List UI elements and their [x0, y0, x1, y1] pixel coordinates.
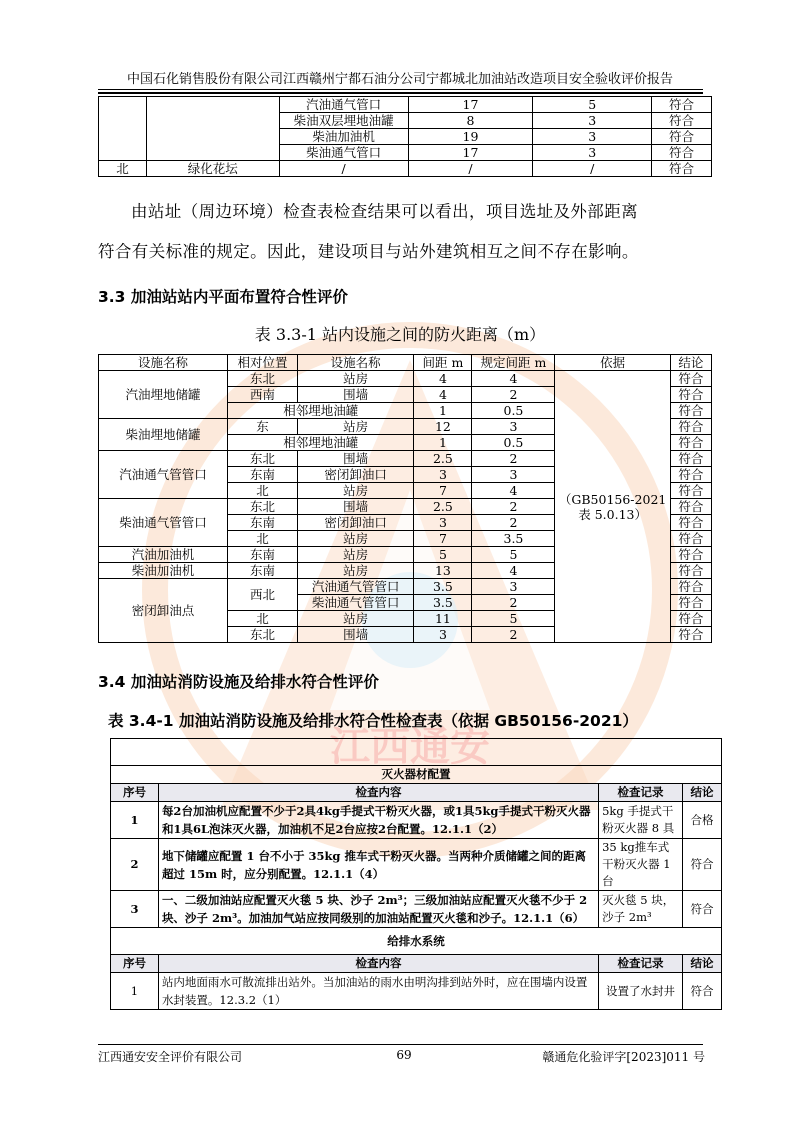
table-cell: 符合 — [670, 387, 711, 403]
table-header-row — [111, 784, 722, 802]
table-cell: 符合 — [670, 515, 711, 531]
table-cell: 东南 — [228, 515, 298, 531]
table-cell: 东北 — [228, 499, 298, 515]
table-cell: 17 — [408, 97, 533, 113]
table-cell: 北 — [228, 483, 298, 499]
table-cell: 站房 — [297, 547, 414, 563]
table-cell: 西南 — [228, 387, 298, 403]
table-cell: 2 — [472, 515, 555, 531]
table-cell: 北 — [228, 531, 298, 547]
conclusion-line-1: 由站址（周边环境）检查表检查结果可以看出，项目选址及外部距离 — [131, 202, 638, 221]
table-cell: 符合 — [670, 563, 711, 579]
table-cell: 汽油通气管口 — [279, 97, 408, 113]
footer-report-number: 赣通危化验评字[2023]011 号 — [542, 1050, 705, 1064]
table-cell: 柴油通气管口 — [279, 145, 408, 161]
facility-name: 汽油加油机 — [99, 547, 228, 563]
table-cell: 柴油加油机 — [279, 129, 408, 145]
section-3-4-heading: 3.4 加油站消防设施及给排水符合性评价 — [98, 673, 379, 691]
table-cell: 4 — [472, 483, 555, 499]
table-cell: 4 — [472, 563, 555, 579]
table-cell: / — [279, 161, 408, 177]
table-cell: 符合 — [670, 467, 711, 483]
facility-name: 柴油加油机 — [99, 563, 228, 579]
table-cell: 柴油双层埋地油罐 — [279, 113, 408, 129]
table-cell: 4 — [414, 371, 472, 387]
row-number: 1 — [111, 802, 159, 839]
table-cell: 3 — [472, 579, 555, 595]
table-cell: 3 — [533, 113, 652, 129]
table-cell: 3.5 — [472, 531, 555, 547]
table-cell: 1 — [414, 403, 472, 419]
report-header: 中国石化销售股份有限公司江西赣州宁都石油分公司宁都城北加油站改造项目安全验收评价报告 — [126, 72, 673, 87]
table-cell: 围墙 — [297, 499, 414, 515]
conclusion-line-2: 符合有关标准的规定。因此，建设项目与站外建筑相互之间不存在影响。 — [98, 242, 639, 261]
table-cell — [146, 97, 279, 161]
facility-name: 密闭卸油点 — [99, 579, 228, 643]
table-cell: 符合 — [670, 627, 711, 643]
table-cell: 东北 — [228, 451, 298, 467]
table-cell: 3.5 — [414, 579, 472, 595]
table-cell: 站房 — [297, 483, 414, 499]
check-record: 35 kg推车式干粉灭火器 1 台 — [599, 839, 683, 891]
basis-cell — [555, 371, 670, 643]
table-cell: 2 — [472, 451, 555, 467]
table-cell: 3.5 — [414, 595, 472, 611]
check-record: 灭火毯 5 块，沙子 2m³ — [599, 891, 683, 928]
table-cell: / — [408, 161, 533, 177]
table-cell: 符合 — [670, 547, 711, 563]
header-rule — [98, 89, 703, 90]
table-cell: 汽油通气管管口 — [297, 579, 414, 595]
table-cell: 符合 — [670, 595, 711, 611]
table-cell: 2 — [472, 595, 555, 611]
table-cell: 符合 — [670, 483, 711, 499]
table-cell: 2 — [472, 499, 555, 515]
check-result: 符合 — [683, 839, 722, 891]
table-cell: 符合 — [652, 97, 712, 113]
table-cell: 符合 — [652, 113, 712, 129]
check-record: 设置了水封井 — [599, 973, 683, 1010]
footer-company: 江西通安安全评价有限公司 — [98, 1050, 243, 1064]
facility-name: 汽油通气管管口 — [99, 451, 228, 499]
table-cell: 符合 — [670, 499, 711, 515]
table-cell: 密闭卸油口 — [297, 515, 414, 531]
page-number: 69 — [396, 1048, 412, 1062]
column-header: 检查记录 — [599, 784, 683, 802]
table-cell: 站房 — [297, 419, 414, 435]
row-number: 3 — [111, 891, 159, 928]
table-cell: 东 — [228, 419, 298, 435]
column-header: 检查记录 — [599, 955, 683, 973]
row-number: 1 — [111, 973, 159, 1010]
table-row — [111, 891, 722, 928]
table-cell: 柴油通气管管口 — [297, 595, 414, 611]
check-result: 符合 — [683, 891, 722, 928]
basis-line-1: （GB50156-2021 — [558, 491, 667, 507]
column-header: 设施名称 — [297, 355, 414, 371]
table-cell: 北 — [99, 161, 147, 177]
table-cell: 2 — [472, 627, 555, 643]
table-cell: 东南 — [228, 547, 298, 563]
table-row — [111, 739, 722, 766]
table-row — [111, 839, 722, 891]
column-header: 相对位置 — [228, 355, 298, 371]
column-header: 结论 — [683, 955, 722, 973]
check-content: 站内地面雨水可散流排出站外。当加油站的雨水由明沟排到站外时，应在围墙内设置水封装置。12.3.2（1） — [158, 973, 598, 1010]
table-cell: 站房 — [297, 531, 414, 547]
column-header: 检查内容 — [158, 955, 598, 973]
facility-name: 汽油埋地储罐 — [99, 371, 228, 419]
fire-distance-table — [98, 354, 712, 643]
table-cell: 围墙 — [297, 627, 414, 643]
table-cell: 围墙 — [297, 387, 414, 403]
table-cell: 符合 — [670, 579, 711, 595]
table-cell: 符合 — [670, 419, 711, 435]
column-header: 结论 — [670, 355, 711, 371]
table-cell: 符合 — [670, 611, 711, 627]
table-cell: 13 — [414, 563, 472, 579]
table-cell: 19 — [408, 129, 533, 145]
table-3-4-1-caption: 表 3.4-1 加油站消防设施及给排水符合性检查表（依据 GB50156-2021） — [108, 712, 638, 730]
table-cell: 5 — [472, 611, 555, 627]
table-cell: 17 — [408, 145, 533, 161]
table-cell: 符合 — [670, 403, 711, 419]
column-header: 序号 — [111, 955, 159, 973]
check-content: 一、二级加油站应配置灭火毯 5 块、沙子 2m³；三级加油站应配置灭火毯不少于 2 块、沙子 2m³。加油加气站应按同级别的加油站配置灭火毯和沙子。12.1.1（6） — [158, 891, 598, 928]
section-title-water: 给排水系统 — [111, 928, 722, 955]
table-cell: 3 — [414, 467, 472, 483]
table-row — [99, 371, 712, 387]
table-cell: 2.5 — [414, 451, 472, 467]
table-cell: 符合 — [670, 451, 711, 467]
table-row — [111, 802, 722, 839]
table-cell: 3 — [414, 515, 472, 531]
table-cell: 4 — [472, 371, 555, 387]
table-cell: 符合 — [652, 145, 712, 161]
table-cell: 围墙 — [297, 451, 414, 467]
table-cell: 1 — [414, 435, 472, 451]
column-header: 设施名称 — [99, 355, 228, 371]
column-header: 依据 — [555, 355, 670, 371]
table-cell: 相邻埋地油罐 — [228, 403, 414, 419]
table-header-row — [99, 355, 712, 371]
table-cell: 相邻埋地油罐 — [228, 435, 414, 451]
check-content: 每2台加油机应配置不少于2具4kg手提式干粉灭火器，或1具5kg手提式干粉灭火器和1具6L泡沫灭火器，加油机不足2台应按2台配置。12.1.1（2） — [158, 802, 598, 839]
table-row — [99, 97, 712, 113]
check-result: 符合 — [683, 973, 722, 1010]
table-cell: 绿化花坛 — [146, 161, 279, 177]
table-cell: 2.5 — [414, 499, 472, 515]
table-cell: 东北 — [228, 371, 298, 387]
table-cell: 12 — [414, 419, 472, 435]
seal-center-text: 江西通安 — [330, 724, 490, 770]
table-cell: 站房 — [297, 371, 414, 387]
table-cell: 3 — [414, 627, 472, 643]
table-cell: 北 — [228, 611, 298, 627]
surroundings-table — [98, 96, 712, 177]
table-row — [99, 161, 712, 177]
column-header: 结论 — [683, 784, 722, 802]
column-header: 间距 m — [414, 355, 472, 371]
table-cell: 密闭卸油口 — [297, 467, 414, 483]
table-cell: 符合 — [670, 531, 711, 547]
table-cell: 东南 — [228, 563, 298, 579]
table-cell: 3 — [533, 129, 652, 145]
table-cell: 符合 — [670, 371, 711, 387]
column-header: 规定间距 m — [472, 355, 555, 371]
facility-name: 柴油埋地储罐 — [99, 419, 228, 451]
table-section-row — [111, 766, 722, 784]
table-row — [111, 973, 722, 1010]
table-cell: 站房 — [297, 563, 414, 579]
table-cell: 7 — [414, 483, 472, 499]
row-number: 2 — [111, 839, 159, 891]
table-cell: 0.5 — [472, 435, 555, 451]
column-header: 检查内容 — [158, 784, 598, 802]
table-cell: 站房 — [297, 611, 414, 627]
basis-line-2: 表 5.0.13） — [578, 506, 647, 522]
table-section-row — [111, 928, 722, 955]
footer-rule — [98, 1044, 703, 1045]
table-cell: 3 — [472, 419, 555, 435]
table-cell — [99, 97, 147, 161]
table-cell: 2 — [472, 387, 555, 403]
table-header-row — [111, 955, 722, 973]
table-cell: 符合 — [670, 435, 711, 451]
table-cell: 5 — [414, 547, 472, 563]
table-cell: 符合 — [652, 161, 712, 177]
table-cell: 5 — [472, 547, 555, 563]
table-cell: 0.5 — [472, 403, 555, 419]
table-cell: 4 — [414, 387, 472, 403]
table-cell: 3 — [472, 467, 555, 483]
table-cell: / — [533, 161, 652, 177]
section-title-fire: 灭火器材配置 — [111, 766, 722, 784]
table-cell: 西北 — [228, 579, 298, 611]
table-cell: 5 — [533, 97, 652, 113]
check-record: 5kg 手提式干粉灭火器 8 具 — [599, 802, 683, 839]
check-content: 地下储罐应配置 1 台不小于 35kg 推车式干粉灭火器。当两种介质储罐之间的距离超过 15m 时，应分别配置。12.1.1（4） — [158, 839, 598, 891]
table-cell: 符合 — [652, 129, 712, 145]
table-cell: 11 — [414, 611, 472, 627]
table-cell: 东北 — [228, 627, 298, 643]
check-result: 合格 — [683, 802, 722, 839]
table-cell: 7 — [414, 531, 472, 547]
table-cell: 8 — [408, 113, 533, 129]
section-3-3-heading: 3.3 加油站站内平面布置符合性评价 — [98, 288, 348, 306]
table-cell: 东南 — [228, 467, 298, 483]
facility-name: 柴油通气管管口 — [99, 499, 228, 547]
table-cell: 3 — [533, 145, 652, 161]
header-rule-thick — [98, 92, 703, 94]
table-3-3-1-caption: 表 3.3-1 站内设施之间的防火距离（m） — [254, 325, 546, 344]
column-header: 序号 — [111, 784, 159, 802]
fire-equipment-table — [110, 738, 722, 1010]
